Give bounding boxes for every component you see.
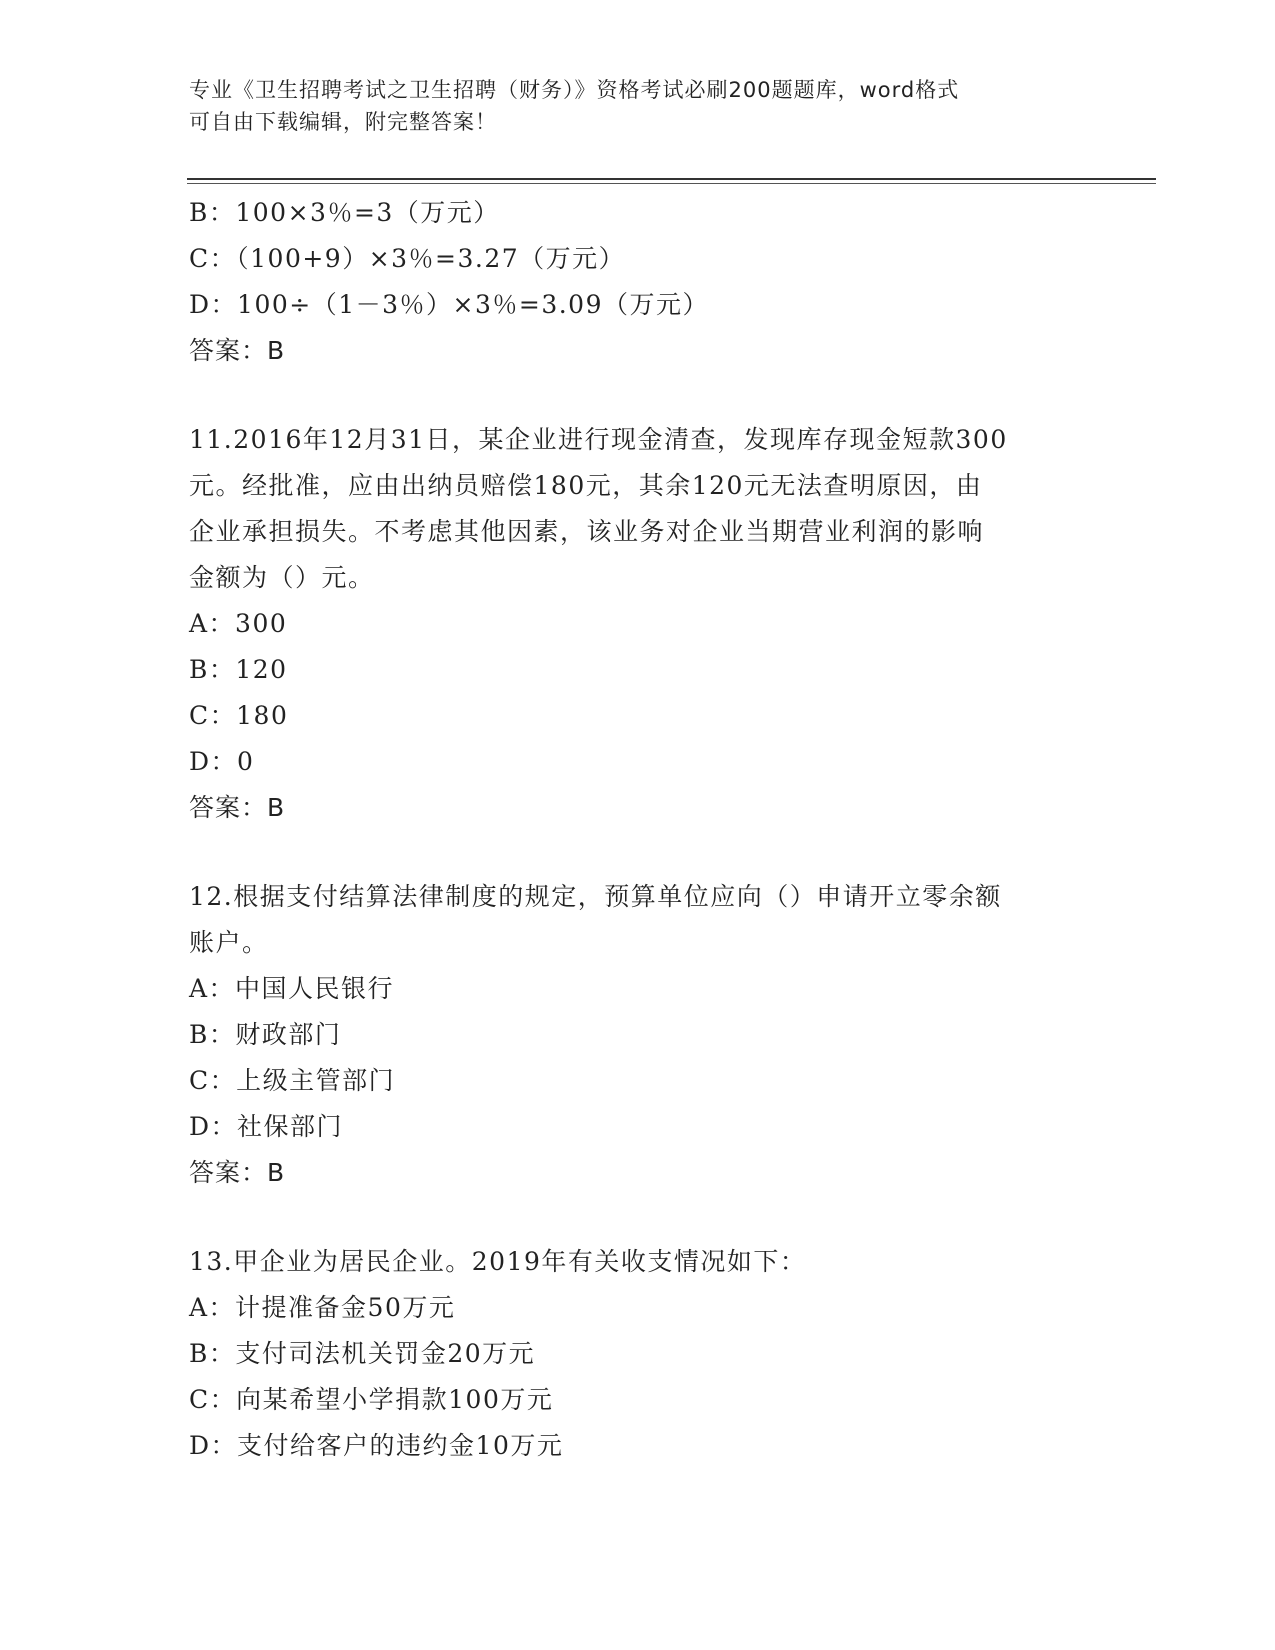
option-a: A：计提准备金50万元	[189, 1293, 456, 1322]
document-header	[189, 74, 1079, 138]
question-block-10	[189, 190, 1089, 374]
option-b: B：财政部门	[189, 1020, 342, 1049]
block-spacer	[189, 374, 1089, 417]
answer-line: 答案：B	[189, 1158, 286, 1187]
option-b: B：120	[189, 655, 288, 684]
header-divider-thick	[187, 178, 1156, 180]
answer-line: 答案：B	[189, 793, 286, 822]
option-a: A：中国人民银行	[189, 974, 395, 1003]
option-b: B：支付司法机关罚金20万元	[189, 1339, 536, 1368]
option-d: D：支付给客户的违约金10万元	[189, 1431, 564, 1460]
option-c: C：（100+9）×3％=3.27（万元）	[189, 244, 626, 273]
option-d: D：0	[189, 747, 255, 776]
question-stem-line: 11.2016年12月31日，某企业进行现金清查，发现库存现金短款300	[189, 425, 1008, 454]
header-divider-thin	[187, 183, 1156, 184]
option-c: C：向某希望小学捐款100万元	[189, 1385, 554, 1414]
option-a: A：300	[189, 609, 288, 638]
option-d: D：100÷（1－3％）×3％=3.09（万元）	[189, 290, 709, 319]
block-spacer	[189, 1196, 1089, 1239]
question-content	[189, 190, 1089, 1469]
question-stem-line: 12.根据支付结算法律制度的规定，预算单位应向（）申请开立零余额	[189, 882, 1002, 911]
option-b: B：100×3％=3（万元）	[189, 198, 500, 227]
option-c: C：180	[189, 701, 289, 730]
header-line-2: 可自由下载编辑，附完整答案！	[189, 110, 497, 134]
header-line-1: 专业《卫生招聘考试之卫生招聘（财务）》资格考试必刷200题题库，word格式	[189, 78, 960, 102]
question-block-11	[189, 417, 1089, 831]
option-d: D：社保部门	[189, 1112, 344, 1141]
question-stem-line: 元。经批准，应由出纳员赔偿180元，其余120元无法查明原因，由	[189, 471, 983, 500]
question-stem-line: 13.甲企业为居民企业。2019年有关收支情况如下：	[189, 1247, 807, 1276]
question-stem-line: 账户。	[189, 928, 269, 957]
answer-line: 答案：B	[189, 336, 286, 365]
question-block-13	[189, 1239, 1089, 1469]
option-c: C：上级主管部门	[189, 1066, 396, 1095]
question-stem-line: 企业承担损失。不考虑其他因素，该业务对企业当期营业利润的影响	[189, 517, 985, 546]
question-stem-line: 金额为（）元。	[189, 563, 375, 592]
block-spacer	[189, 831, 1089, 874]
question-block-12	[189, 874, 1089, 1196]
